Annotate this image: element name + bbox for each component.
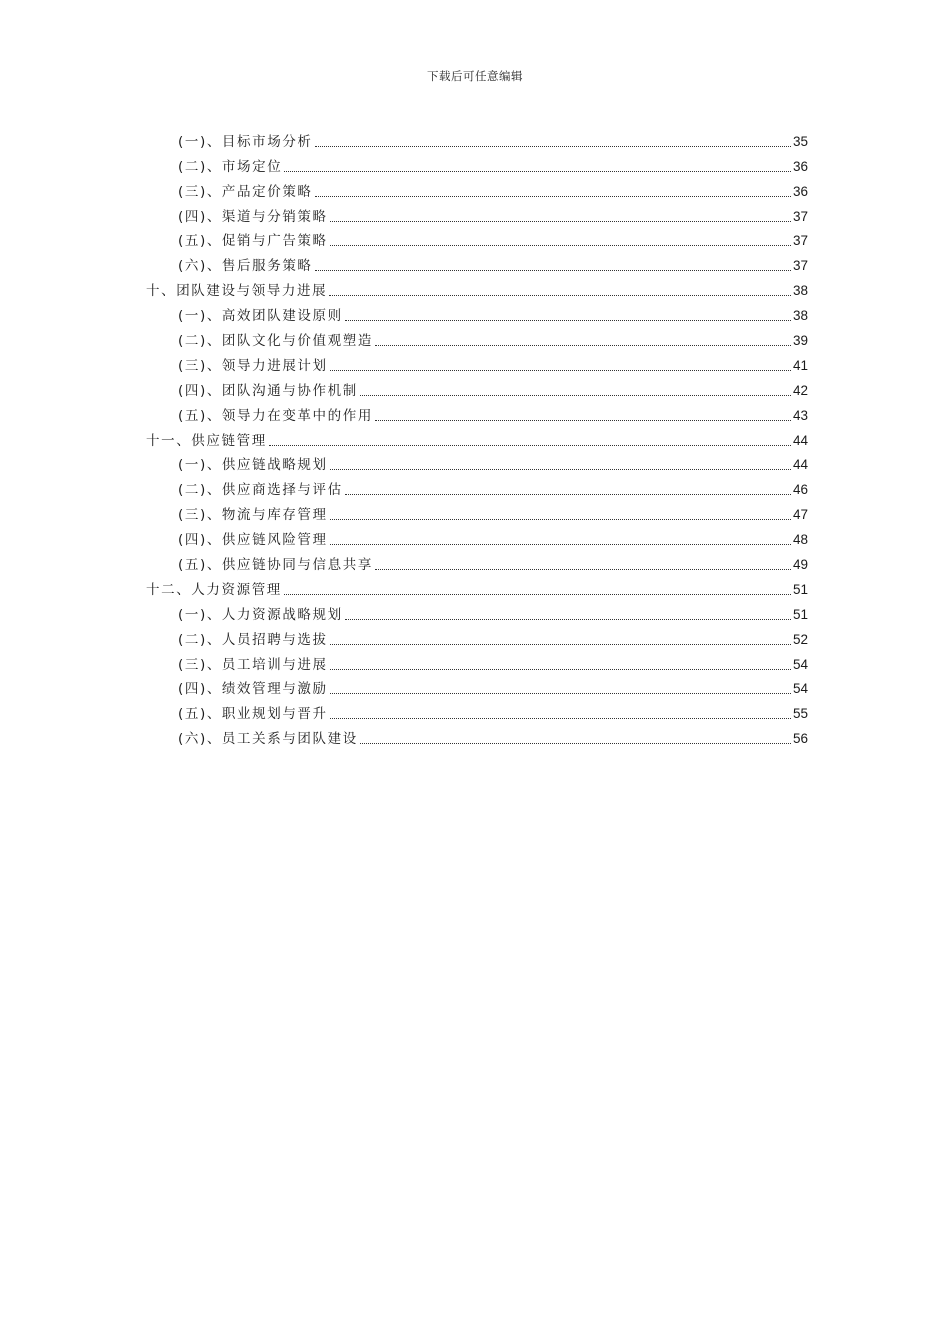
toc-entry[interactable] xyxy=(146,151,808,176)
toc-entry-title: (五)、促销与广告策略 xyxy=(178,233,328,250)
toc-entry-title: (四)、团队沟通与协作机制 xyxy=(178,382,358,399)
toc-entry-page-number: 51 xyxy=(792,581,808,597)
toc-entry[interactable] xyxy=(146,350,808,375)
toc-entry[interactable] xyxy=(146,474,808,499)
toc-entry-title: (三)、物流与库存管理 xyxy=(178,507,328,524)
toc-entry[interactable] xyxy=(146,624,808,649)
dot-leader xyxy=(330,717,791,719)
dot-leader xyxy=(375,568,791,570)
table-of-contents xyxy=(146,126,808,748)
toc-entry[interactable] xyxy=(146,698,808,723)
toc-entry-page-number: 36 xyxy=(792,158,808,174)
dot-leader xyxy=(269,444,791,446)
dot-leader xyxy=(284,593,791,595)
toc-entry-title: (一)、高效团队建设原则 xyxy=(178,308,343,325)
toc-entry[interactable] xyxy=(146,599,808,624)
toc-entry[interactable] xyxy=(146,450,808,475)
toc-entry-page-number: 47 xyxy=(792,507,808,523)
toc-entry[interactable] xyxy=(146,574,808,599)
toc-entry-title: (一)、目标市场分析 xyxy=(178,133,313,150)
toc-entry-title: 十二、人力资源管理 xyxy=(146,581,282,598)
toc-entry-title: (六)、员工关系与团队建设 xyxy=(178,731,358,748)
toc-entry[interactable] xyxy=(146,325,808,350)
toc-entry-page-number: 56 xyxy=(792,731,808,747)
dot-leader xyxy=(315,195,791,197)
toc-entry[interactable] xyxy=(146,250,808,275)
toc-entry-page-number: 37 xyxy=(792,233,808,249)
toc-entry[interactable] xyxy=(146,201,808,226)
toc-entry-title: (二)、市场定位 xyxy=(178,158,283,175)
toc-entry-page-number: 36 xyxy=(792,183,808,199)
toc-entry-page-number: 38 xyxy=(792,283,808,299)
toc-entry[interactable] xyxy=(146,649,808,674)
dot-leader xyxy=(360,742,791,744)
dot-leader xyxy=(345,493,791,495)
toc-entry[interactable] xyxy=(146,126,808,151)
toc-entry-title: (二)、供应商选择与评估 xyxy=(178,482,343,499)
toc-entry-title: (四)、供应链风险管理 xyxy=(178,532,328,549)
dot-leader xyxy=(375,344,791,346)
dot-leader xyxy=(345,319,791,321)
toc-entry[interactable] xyxy=(146,226,808,251)
toc-entry-page-number: 37 xyxy=(792,208,808,224)
dot-leader xyxy=(315,145,791,147)
toc-entry-page-number: 39 xyxy=(792,333,808,349)
toc-entry-page-number: 44 xyxy=(792,432,808,448)
toc-entry-title: (四)、绩效管理与激励 xyxy=(178,681,328,698)
toc-entry-title: (三)、产品定价策略 xyxy=(178,183,313,200)
toc-entry-page-number: 54 xyxy=(792,681,808,697)
dot-leader xyxy=(329,294,791,296)
toc-entry-title: 十一、供应链管理 xyxy=(146,432,267,449)
toc-entry-title: (五)、领导力在变革中的作用 xyxy=(178,407,373,424)
toc-entry[interactable] xyxy=(146,549,808,574)
dot-leader xyxy=(345,618,791,620)
toc-entry-page-number: 38 xyxy=(792,308,808,324)
dot-leader xyxy=(330,369,791,371)
toc-entry-page-number: 35 xyxy=(792,133,808,149)
toc-entry-page-number: 48 xyxy=(792,532,808,548)
dot-leader xyxy=(315,269,791,271)
toc-entry-title: (四)、渠道与分销策略 xyxy=(178,208,328,225)
toc-entry-page-number: 46 xyxy=(792,482,808,498)
toc-entry[interactable] xyxy=(146,524,808,549)
dot-leader xyxy=(360,394,791,396)
toc-entry-title: (五)、职业规划与晋升 xyxy=(178,706,328,723)
toc-entry-page-number: 55 xyxy=(792,706,808,722)
header-note: 下载后可任意编辑 xyxy=(427,69,523,83)
toc-entry-page-number: 52 xyxy=(792,631,808,647)
toc-entry-title: 十、团队建设与领导力进展 xyxy=(146,283,328,300)
toc-entry-title: (三)、领导力进展计划 xyxy=(178,357,328,374)
toc-entry-page-number: 43 xyxy=(792,407,808,423)
dot-leader xyxy=(330,543,791,545)
toc-entry-title: (五)、供应链协同与信息共享 xyxy=(178,557,373,574)
dot-leader xyxy=(330,468,791,470)
toc-entry[interactable] xyxy=(146,375,808,400)
toc-entry-title: (一)、人力资源战略规划 xyxy=(178,606,343,623)
toc-entry[interactable] xyxy=(146,275,808,300)
toc-entry-page-number: 37 xyxy=(792,258,808,274)
toc-entry-page-number: 42 xyxy=(792,382,808,398)
toc-entry-title: (二)、人员招聘与选拔 xyxy=(178,631,328,648)
dot-leader xyxy=(284,170,791,172)
dot-leader xyxy=(330,692,791,694)
dot-leader xyxy=(330,643,791,645)
toc-entry[interactable] xyxy=(146,499,808,524)
dot-leader xyxy=(330,668,791,670)
toc-entry-page-number: 54 xyxy=(792,656,808,672)
toc-entry-title: (三)、员工培训与进展 xyxy=(178,656,328,673)
dot-leader xyxy=(330,220,791,222)
dot-leader xyxy=(375,419,791,421)
toc-entry[interactable] xyxy=(146,674,808,699)
toc-entry[interactable] xyxy=(146,300,808,325)
toc-entry[interactable] xyxy=(146,176,808,201)
toc-entry[interactable] xyxy=(146,400,808,425)
toc-entry-page-number: 44 xyxy=(792,457,808,473)
toc-entry-page-number: 41 xyxy=(792,357,808,373)
toc-entry[interactable] xyxy=(146,723,808,748)
dot-leader xyxy=(330,518,791,520)
toc-entry-title: (六)、售后服务策略 xyxy=(178,258,313,275)
toc-entry-title: (一)、供应链战略规划 xyxy=(178,457,328,474)
toc-entry-title: (二)、团队文化与价值观塑造 xyxy=(178,333,373,350)
toc-entry-page-number: 49 xyxy=(792,557,808,573)
toc-entry[interactable] xyxy=(146,425,808,450)
toc-entry-page-number: 51 xyxy=(792,606,808,622)
dot-leader xyxy=(330,244,791,246)
